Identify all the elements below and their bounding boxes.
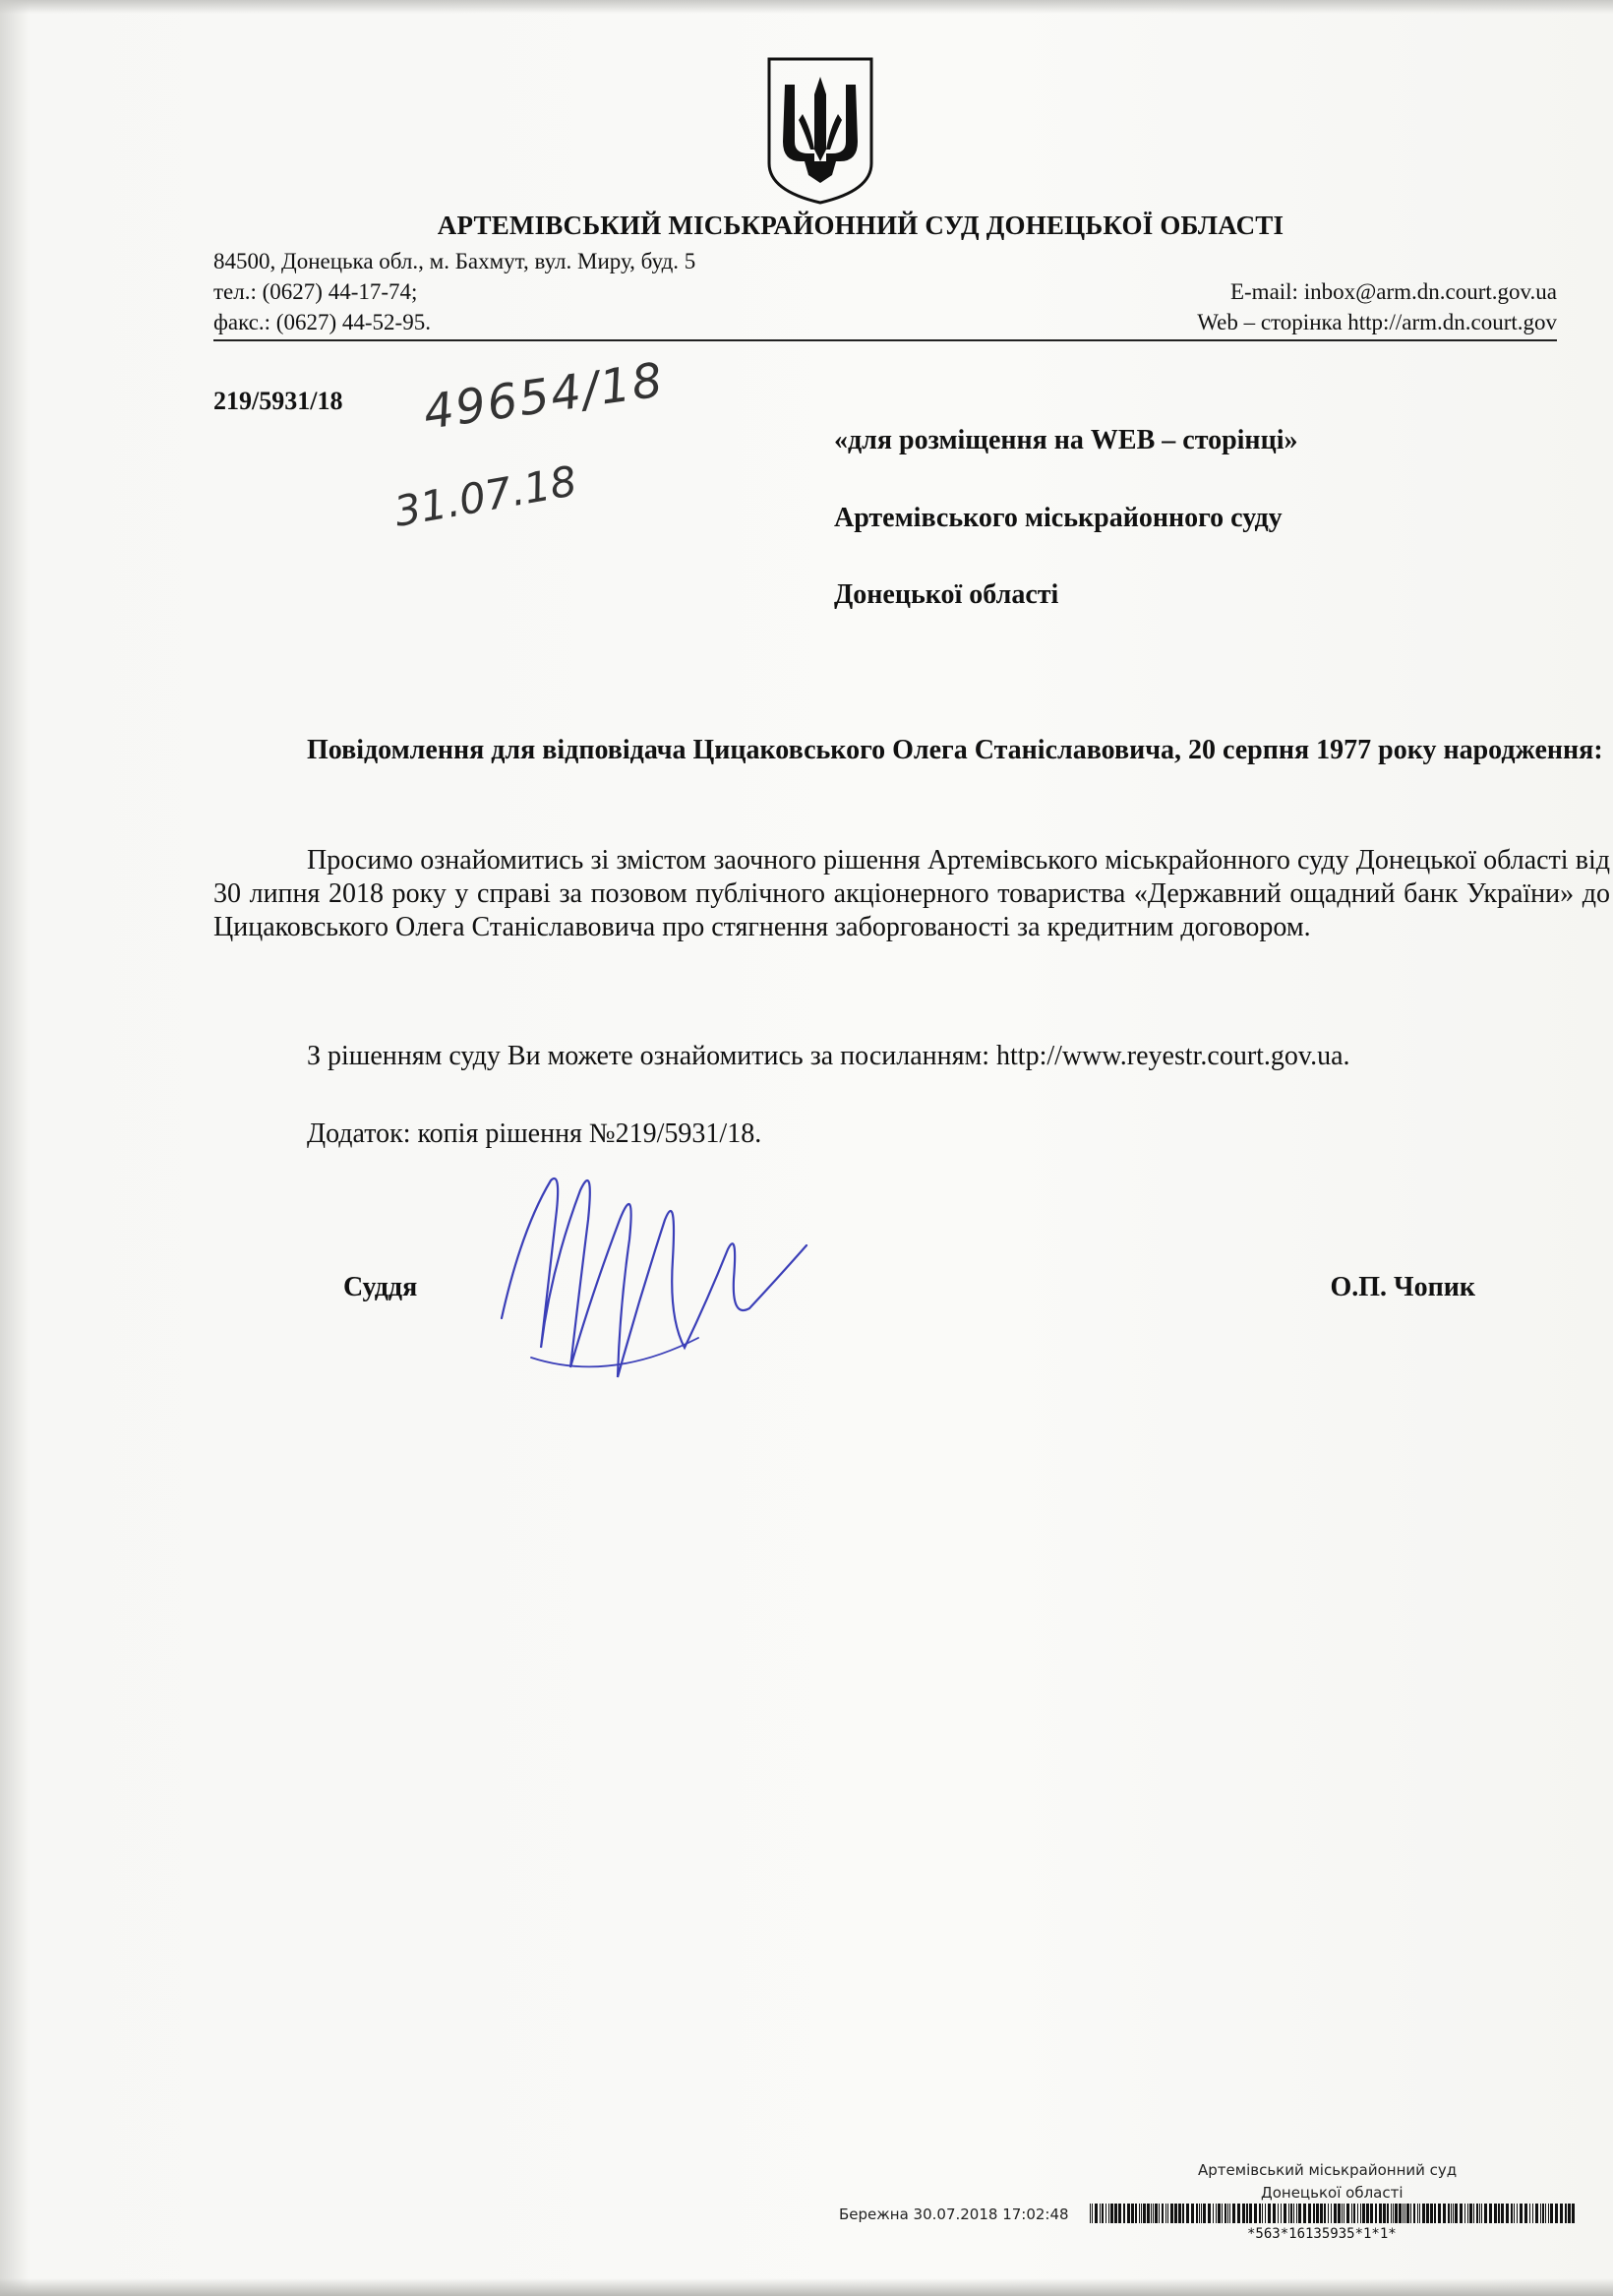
barcode-bar [1290, 2204, 1292, 2223]
barcode-bar [1406, 2204, 1409, 2223]
barcode-bar [1316, 2204, 1319, 2223]
barcode-bar [1265, 2204, 1266, 2223]
barcode-bar [1108, 2204, 1109, 2223]
barcode-bar [1199, 2204, 1200, 2223]
barcode-bar [1174, 2204, 1177, 2223]
barcode-bar [1147, 2204, 1150, 2223]
barcode-bar [1379, 2204, 1382, 2223]
barcode-bar [1342, 2204, 1343, 2223]
barcode-bar [1139, 2204, 1140, 2223]
barcode-bar [1131, 2204, 1134, 2223]
barcode-bar [1242, 2204, 1245, 2223]
barcode-bar [1110, 2204, 1113, 2223]
barcode-bar [1560, 2204, 1563, 2223]
barcode-bar [1473, 2204, 1474, 2223]
barcode-bar [1227, 2204, 1228, 2223]
barcode-bar [1467, 2204, 1468, 2223]
barcode-bar [1222, 2204, 1223, 2223]
barcode-bar [1494, 2204, 1497, 2223]
handwritten-date: 31.07.18 [390, 456, 580, 536]
barcode-bar [1095, 2204, 1098, 2223]
barcode-bar [1550, 2204, 1553, 2223]
barcode-bar [1167, 2204, 1168, 2223]
barcode-bar [1338, 2204, 1341, 2223]
barcode-bar [1259, 2204, 1261, 2223]
barcode-bar [1298, 2204, 1301, 2223]
barcode-bar [1555, 2204, 1558, 2223]
barcode-bar [1393, 2204, 1394, 2223]
barcode-bar [1303, 2204, 1306, 2223]
barcode-bar [1481, 2204, 1482, 2223]
barcode-bar [1430, 2204, 1433, 2223]
barcode-bar [1346, 2204, 1349, 2223]
court-fax: факс.: (0627) 44-52-95. [213, 310, 431, 334]
barcode-bar [1159, 2204, 1160, 2223]
barcode-bar [1278, 2204, 1279, 2223]
barcode-bar [1308, 2204, 1311, 2223]
handwritten-incoming-number: 49654/18 [420, 352, 668, 441]
barcode-bar [1489, 2204, 1492, 2223]
handwritten-signature [492, 1151, 816, 1387]
barcode-bar [1135, 2204, 1137, 2223]
barcode-bar [1293, 2204, 1294, 2223]
notice-heading: Повідомлення для відповідача Цицаковського Олега Станіславовича, 20 серпня 1977 року народження: [307, 735, 1603, 765]
barcode-bar [1417, 2204, 1418, 2223]
barcode-bar [1529, 2204, 1530, 2223]
barcode-bar [1542, 2204, 1544, 2223]
barcode-bar [1334, 2204, 1337, 2223]
barcode-bar [1151, 2204, 1152, 2223]
body-paragraph-1: Просимо ознайомитись зі змістом заочного рішення Артемівського міськрайонного суду Донецької області від 30 липня 2018 року у справі за позовом публічного акціонерного товариства «Державний ощадний банк України» до Цицаковського Олега Станіславовича про стягнення заборгованості за кредитним договором. [213, 845, 1610, 942]
barcode-bar [1114, 2204, 1117, 2223]
barcode-bar [1387, 2204, 1389, 2223]
barcode-bar [1517, 2204, 1518, 2223]
barcode-bar [1123, 2204, 1125, 2223]
barcode-bar [1178, 2204, 1181, 2223]
recipient-line-3: Донецької області [834, 579, 1059, 610]
barcode-bar [1360, 2204, 1361, 2223]
barcode-bar [1155, 2204, 1158, 2223]
barcode-bar [1362, 2204, 1365, 2223]
header-divider [213, 339, 1557, 341]
barcode-bar [1501, 2204, 1504, 2223]
barcode-bar [1254, 2204, 1257, 2223]
barcode-bar [1229, 2204, 1230, 2223]
scan-edge-top [0, 0, 1613, 14]
barcode-bar [1186, 2204, 1189, 2223]
barcode-bar [1191, 2204, 1194, 2223]
barcode-bar [1460, 2204, 1463, 2223]
court-title: АРТЕМІВСЬКИЙ МІСЬКРАЙОННИЙ СУД ДОНЕЦЬКОЇ ОБЛАСТІ [437, 211, 1284, 240]
barcode-bar [1127, 2204, 1130, 2223]
header-contacts-left [213, 246, 695, 337]
barcode-bar [1514, 2204, 1515, 2223]
barcode-bar [1438, 2204, 1441, 2223]
scan-edge-bottom [0, 2278, 1613, 2296]
barcode-bar [1262, 2204, 1263, 2223]
barcode-bar [1455, 2204, 1458, 2223]
barcode-bar [1498, 2204, 1500, 2223]
barcode-bar [1170, 2204, 1173, 2223]
barcode-bar [1366, 2204, 1369, 2223]
court-phone: тел.: (0627) 44-17-74; [213, 279, 418, 304]
barcode-bar [1208, 2204, 1211, 2223]
barcode-bar [1249, 2204, 1252, 2223]
barcode-bar [1464, 2204, 1465, 2223]
barcode-bar [1422, 2204, 1425, 2223]
barcode-bar [1320, 2204, 1323, 2223]
barcode-bar [1162, 2204, 1164, 2223]
barcode-bar [1434, 2204, 1436, 2223]
barcode-bar [1201, 2204, 1202, 2223]
barcode-bar [1225, 2204, 1226, 2223]
recipient-line-1: «для розміщення на WEB – сторінці» [834, 425, 1298, 455]
barcode-bar [1548, 2204, 1549, 2223]
barcode-bar [1357, 2204, 1358, 2223]
barcode-bar [1105, 2204, 1106, 2223]
barcode-bar [1532, 2204, 1533, 2223]
barcode-bar [1413, 2204, 1415, 2223]
barcode-bar [1453, 2204, 1454, 2223]
barcode-bar [1328, 2204, 1329, 2223]
barcode-bar [1284, 2204, 1286, 2223]
barcode-bar [1403, 2204, 1404, 2223]
court-web: Web – сторінка http://arm.dn.court.gov [1197, 310, 1557, 334]
barcode-bar [1213, 2204, 1214, 2223]
barcode-bar [1511, 2204, 1513, 2223]
barcode-bar [1404, 2204, 1405, 2223]
barcode-bar [1153, 2204, 1154, 2223]
barcode-bar [1141, 2204, 1142, 2223]
barcode-bar [1410, 2204, 1411, 2223]
barcode-bar [1288, 2204, 1289, 2223]
header-contacts-right [1197, 276, 1557, 337]
barcode-text: *563*16135935*1*1* [1247, 2226, 1397, 2242]
attachment-note: Додаток: копія рішення №219/5931/18. [307, 1118, 762, 1149]
barcode-bar [1391, 2204, 1392, 2223]
barcode-bar [1524, 2204, 1527, 2223]
barcode-bar [1399, 2204, 1402, 2223]
barcode-bar [1545, 2204, 1546, 2223]
barcode-bar [1479, 2204, 1480, 2223]
barcode-bar [1268, 2204, 1271, 2223]
barcode-bar [1451, 2204, 1452, 2223]
barcode-bar [1520, 2204, 1523, 2223]
barcode-bar [1281, 2204, 1282, 2223]
signature-title: Суддя [343, 1272, 418, 1302]
barcode-bar [1218, 2204, 1221, 2223]
barcode-bar [1448, 2204, 1450, 2223]
barcode-bar [1100, 2204, 1101, 2223]
barcode-bar [1476, 2204, 1478, 2223]
barcode-bar [1370, 2204, 1373, 2223]
stamp-court-line-1: Артемівський міськрайонний суд [1198, 2161, 1458, 2179]
barcode-bar [1203, 2204, 1206, 2223]
barcode-bar [1324, 2204, 1326, 2223]
barcode-bar [1353, 2204, 1355, 2223]
barcode-bar [1182, 2204, 1184, 2223]
barcode-bar [1143, 2204, 1146, 2223]
stamp-court-line-2: Донецької області [1261, 2184, 1404, 2202]
barcode-bar [1568, 2204, 1571, 2223]
barcode-bar [1092, 2204, 1093, 2223]
barcode-bar [1375, 2204, 1377, 2223]
barcode-bar [1426, 2204, 1429, 2223]
barcode-bar [1395, 2204, 1398, 2223]
barcode-bar [1090, 2204, 1091, 2223]
barcode-bar [1540, 2204, 1541, 2223]
barcode-bar [1118, 2204, 1121, 2223]
barcode-bar [1216, 2204, 1217, 2223]
barcode-bar [1102, 2204, 1104, 2223]
barcode-bar [1469, 2204, 1472, 2223]
barcode-bar [1196, 2204, 1198, 2223]
barcode-bar [1419, 2204, 1420, 2223]
barcode-bar [1273, 2204, 1276, 2223]
barcode-bar [1351, 2204, 1352, 2223]
court-address: 84500, Донецька обл., м. Бахмут, вул. Миру, буд. 5 [213, 249, 696, 273]
barcode-bar [1565, 2204, 1567, 2223]
barcode-bar [1296, 2204, 1297, 2223]
court-email: E-mail: inbox@arm.dn.court.gov.ua [1229, 279, 1557, 304]
barcode-bar [1535, 2204, 1538, 2223]
barcode-bar [1443, 2204, 1446, 2223]
barcode-icon [1090, 2204, 1578, 2223]
barcode-bar [1246, 2204, 1248, 2223]
barcode-bar [1237, 2204, 1240, 2223]
stamp-datetime: Бережна 30.07.2018 17:02:48 [839, 2205, 1069, 2223]
barcode-bar [1313, 2204, 1315, 2223]
barcode-bar [1165, 2204, 1166, 2223]
judge-name: О.П. Чопик [1330, 1272, 1475, 1302]
barcode-bar [1331, 2204, 1332, 2223]
body-paragraph-2: З рішенням суду Ви можете ознайомитись за посиланням: http://www.reyestr.court.gov.ua. [307, 1041, 1350, 1071]
case-number: 219/5931/18 [213, 387, 343, 415]
barcode-bar [1232, 2204, 1235, 2223]
barcode-bar [1383, 2204, 1386, 2223]
recipient-line-2: Артемівського міськрайонного суду [834, 503, 1283, 533]
trident-emblem-icon [765, 55, 875, 205]
barcode-bar [1506, 2204, 1509, 2223]
barcode-bar [1572, 2204, 1575, 2223]
barcode-bar [1484, 2204, 1487, 2223]
